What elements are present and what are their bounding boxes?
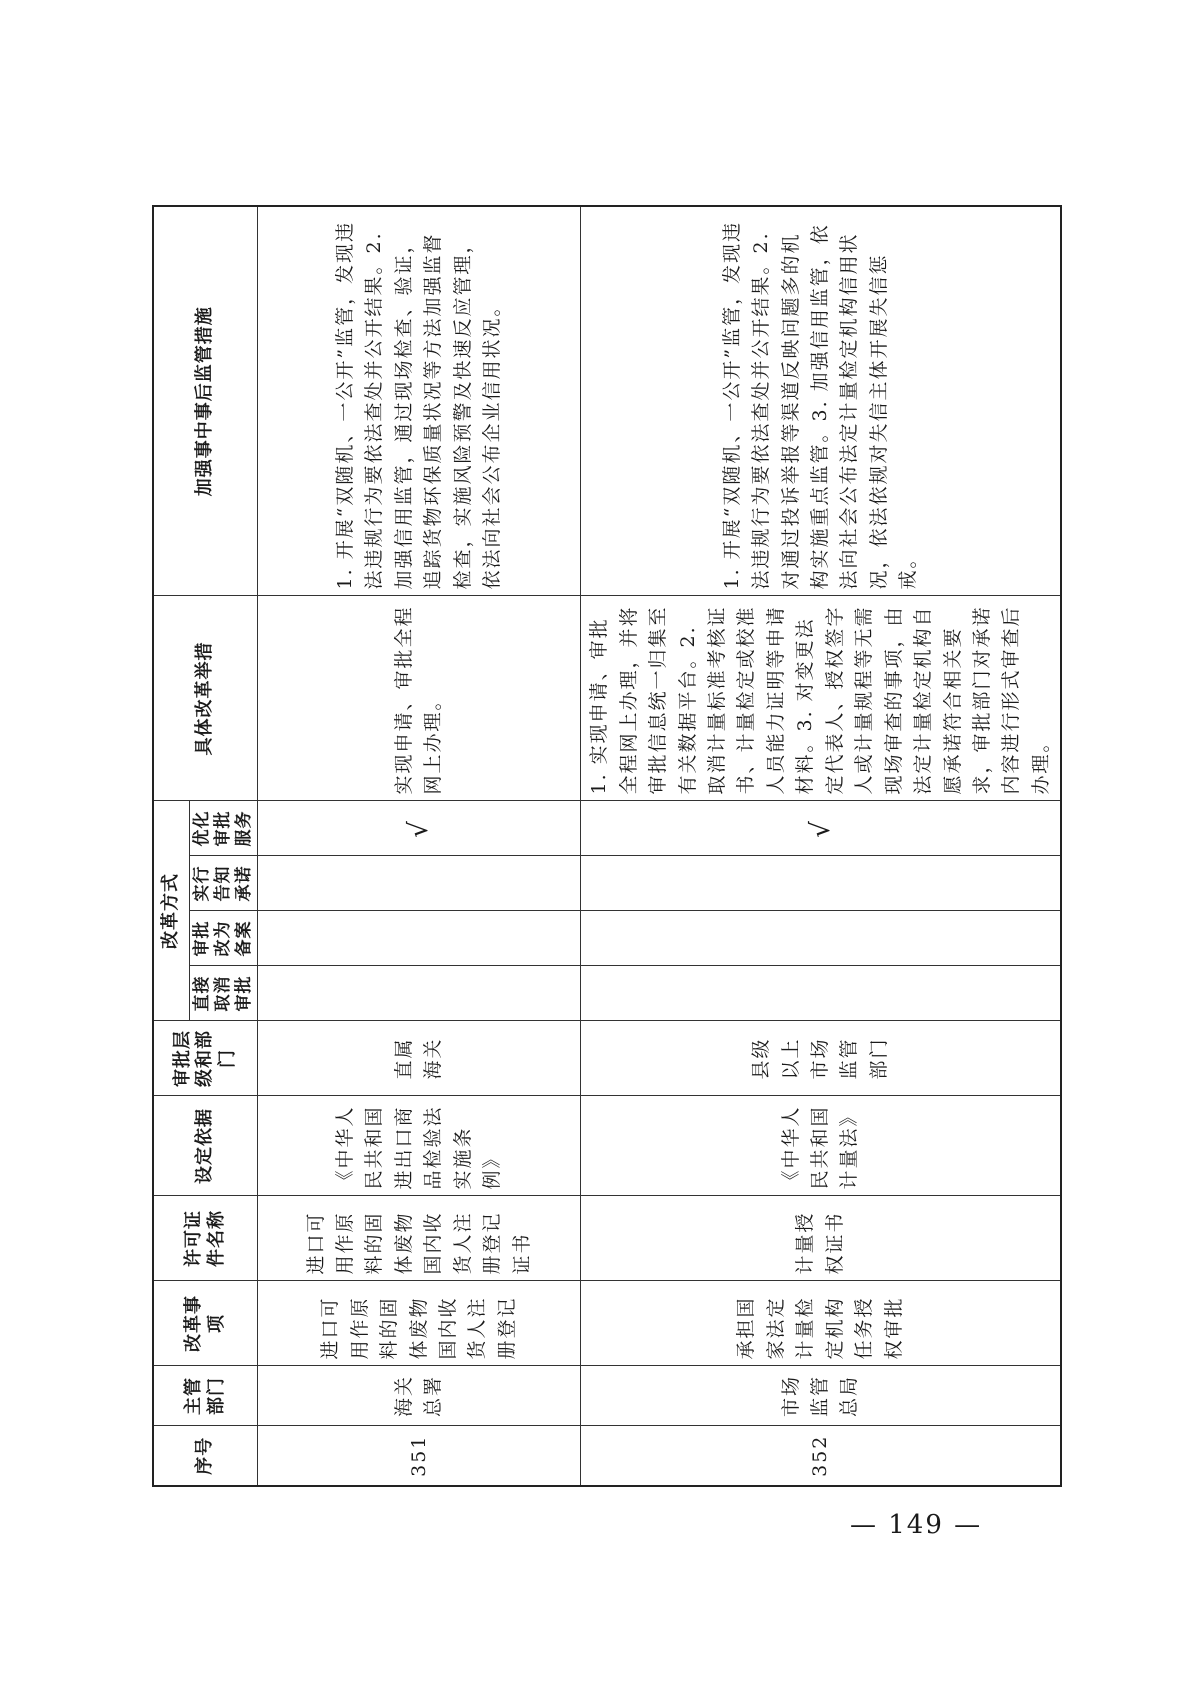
cell-item: 进口可用作原料的固体废物国内收货人注册登记 [258, 1281, 581, 1366]
cell-basis: 《中华人民共和国进出口商品检验法实施条例》 [258, 1096, 581, 1196]
cell-measures: 1. 实现申请、审批全程网上办理，并将审批信息统一归集至有关数据平台。2. 取消计量标准考核证书、计量检定或校准人员能力证明等申请材料。3. 对变更法定代表人、授权签字人或计量规程等无需现场审查的事项，由法定计量检定机构自愿承诺符合相关要求，审批部门对承诺内容进行形式审查后办理。 [581, 596, 1062, 801]
cell-item: 承担国家法定计量检定机构任务授权审批 [581, 1281, 1062, 1366]
cell-level: 直属海关 [258, 1021, 581, 1096]
cell-mode-optimize: √ [581, 801, 1062, 856]
cell-mode-cancel [258, 966, 581, 1021]
page-number: — 149 — [850, 1510, 983, 1540]
cell-license: 进口可用作原料的固体废物国内收货人注册登记证书 [258, 1196, 581, 1281]
header-reform-mode: 改革方式 [153, 801, 189, 1021]
cell-mode-notify [258, 856, 581, 911]
cell-mode-filing [258, 911, 581, 966]
cell-dept: 海关总署 [258, 1366, 581, 1426]
cell-supervision: 1. 开展“双随机、一公开”监管，发现违法违规行为要依法查处并公开结果。2. 对通过投诉举报等渠道反映问题多的机构实施重点监管。3. 加强信用监管，依法向社会公布法定计量检定机构信用状况，依法依规对失信主体开展失信惩戒。 [581, 206, 1062, 596]
table-row [581, 206, 1062, 1486]
cell-license: 计量授权证书 [581, 1196, 1062, 1281]
cell-seq: 352 [581, 1426, 1062, 1486]
header-row [153, 206, 189, 1486]
reform-items-table [152, 205, 1062, 1487]
cell-mode-optimize: √ [258, 801, 581, 856]
header-seq: 序号 [153, 1426, 258, 1486]
cell-level: 县级以上市场监管部门 [581, 1021, 1062, 1096]
header-mode-optimize: 优化审批服务 [189, 801, 258, 856]
header-item: 改革事项 [153, 1281, 258, 1366]
rotated-table-container [152, 207, 1052, 1487]
header-license: 许可证件名称 [153, 1196, 258, 1281]
cell-mode-notify [581, 856, 1062, 911]
table-row [258, 206, 581, 1486]
header-mode-filing: 审批改为备案 [189, 911, 258, 966]
header-mode-cancel: 直接取消审批 [189, 966, 258, 1021]
header-level: 审批层级和部门 [153, 1021, 258, 1096]
cell-mode-cancel [581, 966, 1062, 1021]
cell-seq: 351 [258, 1426, 581, 1486]
header-supervision: 加强事中事后监管措施 [153, 206, 258, 596]
header-measures: 具体改革举措 [153, 596, 258, 801]
cell-measures: 实现申请、审批全程网上办理。 [258, 596, 581, 801]
cell-mode-filing [581, 911, 1062, 966]
cell-dept: 市场监管总局 [581, 1366, 1062, 1426]
header-mode-notify: 实行告知承诺 [189, 856, 258, 911]
header-dept: 主管部门 [153, 1366, 258, 1426]
cell-basis: 《中华人民共和国计量法》 [581, 1096, 1062, 1196]
header-basis: 设定依据 [153, 1096, 258, 1196]
cell-supervision: 1. 开展“双随机、一公开”监管，发现违法违规行为要依法查处并公开结果。2. 加强信用监管，通过现场检查、验证，追踪货物环保质量状况等方法加强监督检查，实施风险预警及快速反应管理，依法向社会公布企业信用状况。 [258, 206, 581, 596]
